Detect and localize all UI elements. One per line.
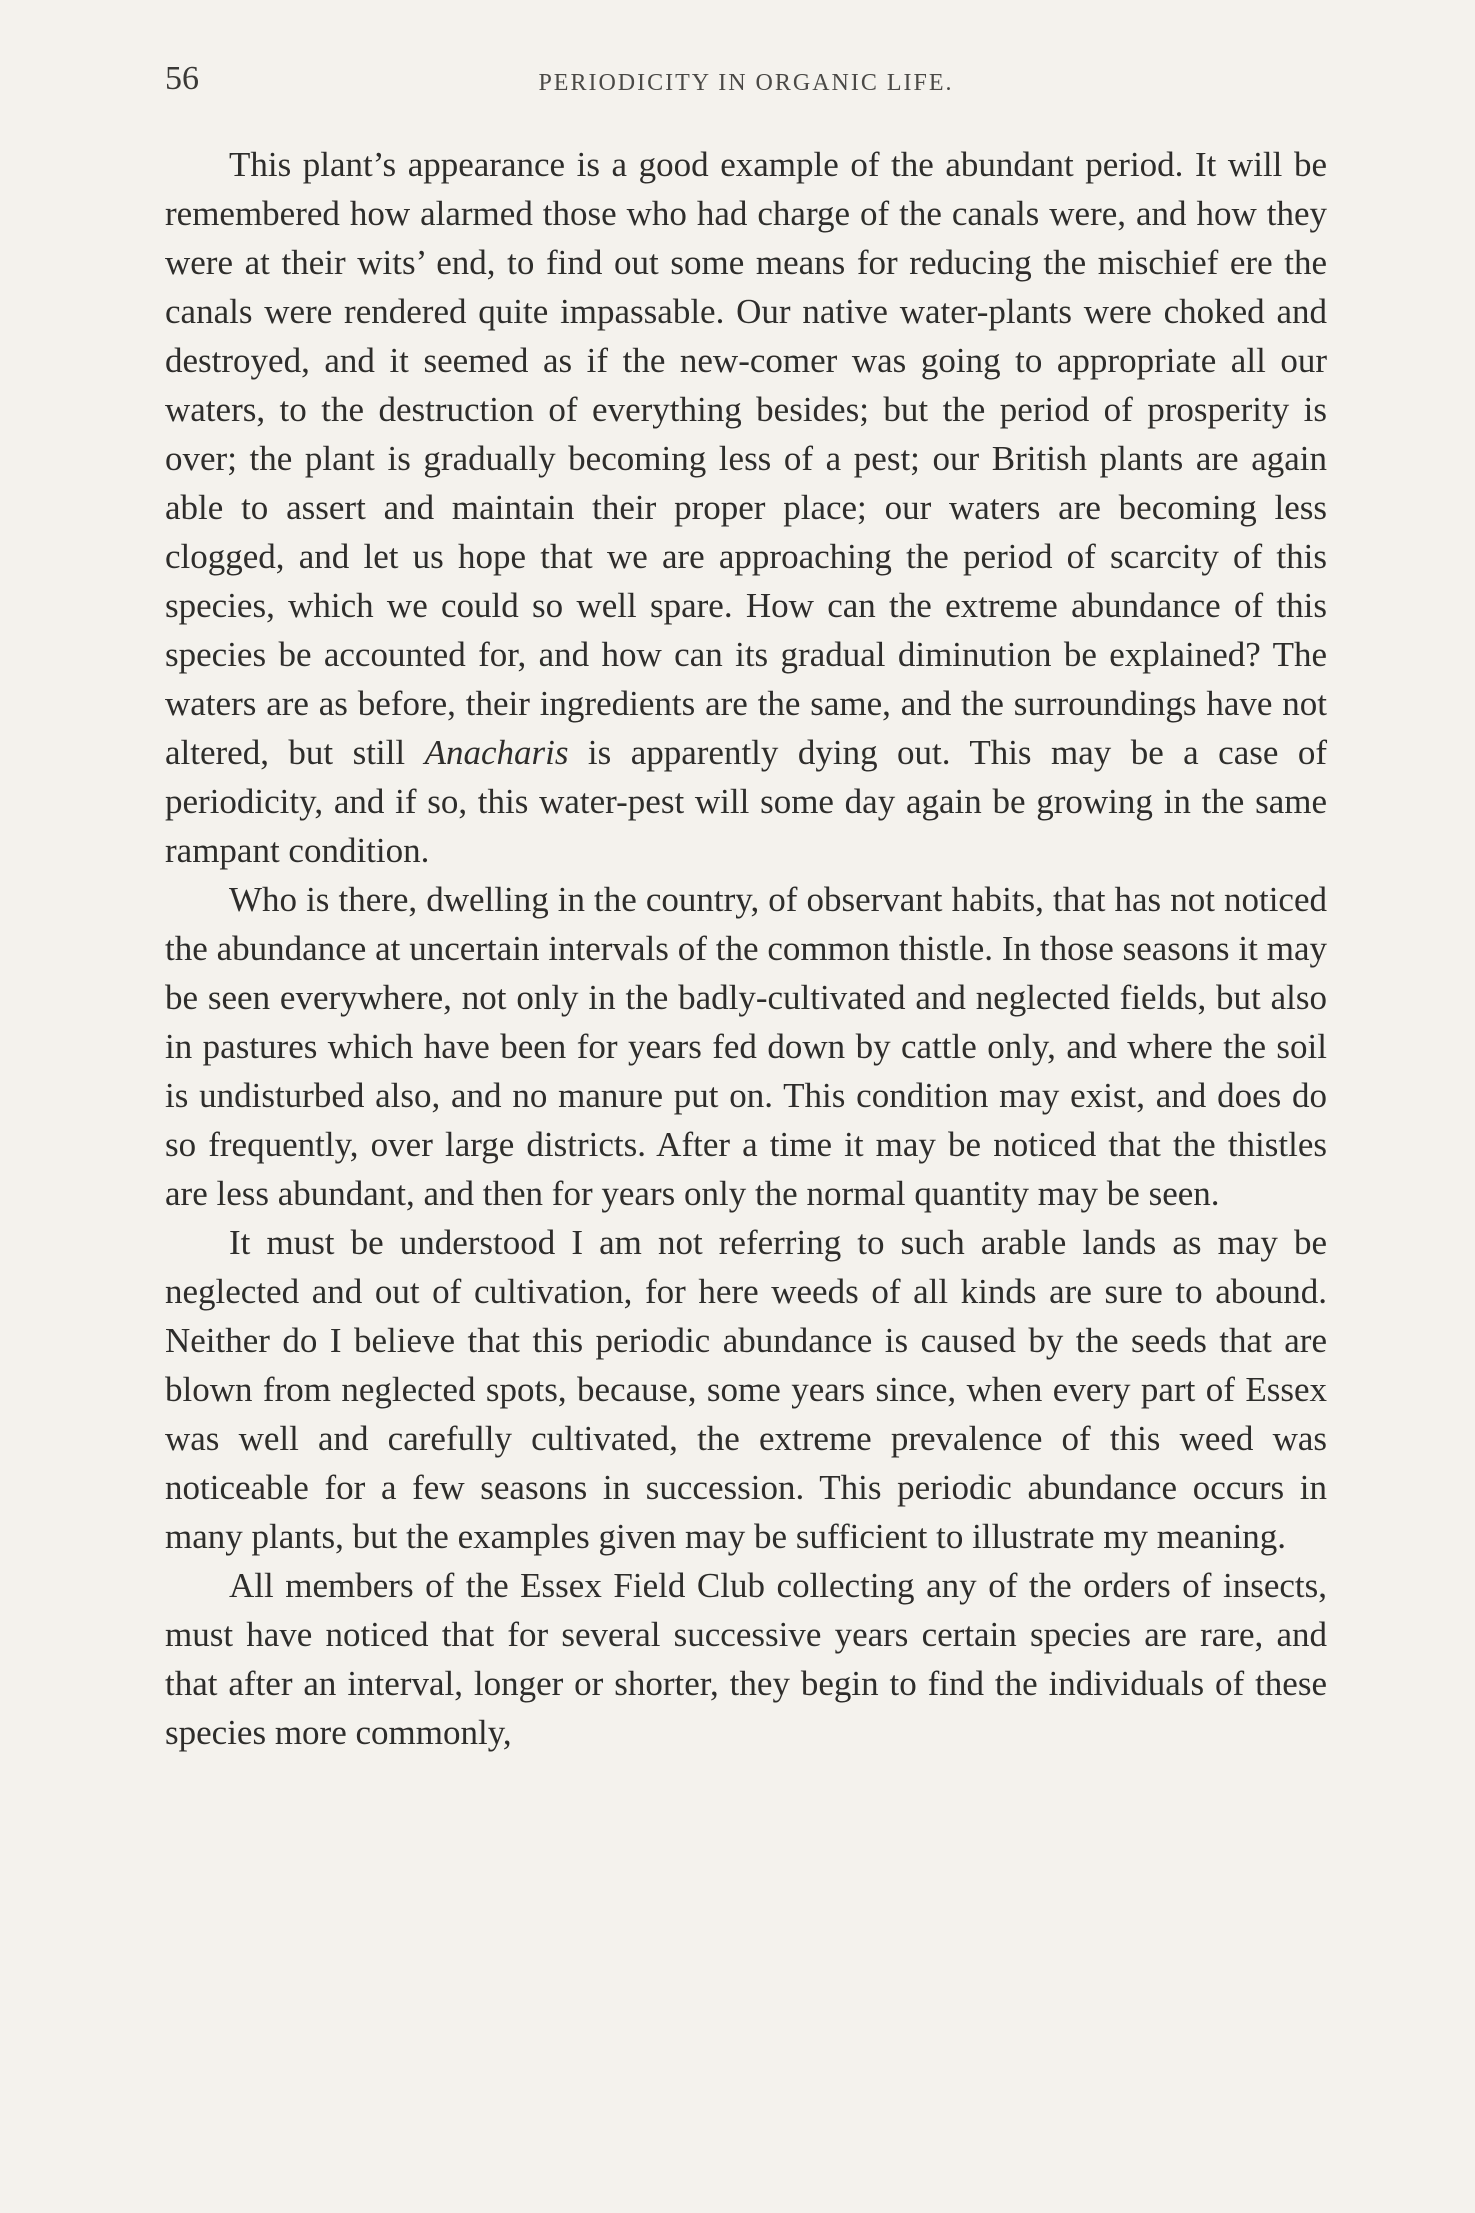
paragraph-insects: All members of the Essex Field Club collecting any of the orders of insects, must have noticed that for several successive years certain species are rare, and that after an interval, longer or shorter, they begin to find the individuals of these species more commonly, — [165, 1566, 1327, 1752]
paragraph-text: This plant’s appearance is a good example of the abundant period. It will be remembered how alarmed those who had charge of the canals were, and how they were at their wits’ end, to find out some means for reducing the mischief ere the canals were rendered quite impassable. Our native water-plants were choked and destroyed, and it seemed as if the new-comer was going to appropriate all our waters, to the destruction of everything besides; but the period of prosperity is over; the plant is gradually becoming less of a pest; our British plants are again able to assert and maintain their proper place; our waters are becoming less clogged, and let us hope that we are approaching the period of scarcity of this species, which we could so well spare. How can the extreme abundance of this species be accounted for, and how can its gradual diminution be explained? The waters are as before, their ingredients are the same, and the surroundings have not altered, but still — [165, 145, 1327, 772]
running-title: PERIODICITY IN ORGANIC LIFE. — [538, 70, 954, 96]
body-text — [165, 140, 1327, 1757]
paragraph-text: is apparently dying out. This may be a case of periodicity, and if so, this water-pest will some day again be growing in the same rampant condition. — [165, 733, 1327, 870]
page-number: 56 — [165, 60, 199, 97]
paragraph-thistle: Who is there, dwelling in the country, of observant habits, that has not noticed the abundance at uncertain intervals of the common thistle. In those seasons it may be seen everywhere, not only in the badly-cultivated and neglected fields, but also in pastures which have been for years fed down by cattle only, and where the soil is undisturbed also, and no manure put on. This condition may exist, and does do so frequently, over large districts. After a time it may be noticed that the thistles are less abundant, and then for years only the normal quantity may be seen. — [165, 880, 1327, 1213]
paragraph-arable-lands: It must be understood I am not referring to such arable lands as may be neglected and out of cultivation, for here weeds of all kinds are sure to abound. Neither do I believe that this periodic abundance is caused by the seeds that are blown from neglected spots, because, some years since, when every part of Essex was well and carefully cultivated, the extreme prevalence of this weed was noticeable for a few seasons in succession. This periodic abundance occurs in many plants, but the examples given may be sufficient to illustrate my meaning. — [165, 1223, 1327, 1556]
species-name-italic: Anacharis — [424, 733, 569, 772]
running-head — [165, 60, 1327, 110]
paragraph-anacharis — [165, 140, 1327, 875]
